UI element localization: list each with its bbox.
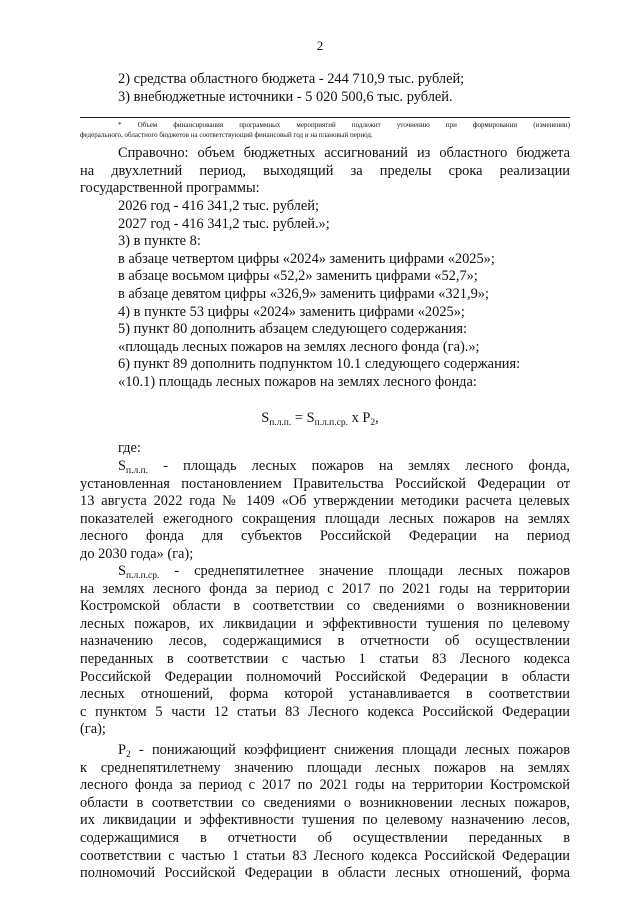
definition-s-plp — [80, 458, 570, 564]
list-item: 2026 год - 416 341,2 тыс. рублей; — [118, 198, 319, 214]
list-item: в абзаце четвертом цифры «2024» заменить цифрами «2025»; — [118, 250, 495, 267]
list-item: в абзаце девятом цифры «326,9» заменить цифрами «321,9»; — [118, 285, 489, 302]
footnote-divider — [80, 117, 570, 118]
definition-line: переданных в соответствии с частью 1 статьи 83 Лесного кодекса — [80, 650, 570, 667]
definition-line: Российской Федерации полномочий Российской Федерации в области — [80, 668, 570, 685]
formula: $S_{п.л.п.} = S_{п.л.п.ср.}$ x $P_2$, — [261, 410, 379, 428]
definition-line: лесных отношений, форма которой устанавливается в соответствии — [80, 686, 570, 703]
definition-line: лесных пожаров, их ликвидации и эффективности тушения по целевому — [80, 615, 570, 632]
extrabudgetary-line: 3) внебюджетные источники - 5 020 500,6 тыс. рублей. — [118, 88, 453, 105]
definition-line: лесного фонда для субъектов Российской Федерации на период — [80, 528, 570, 545]
list-item: 5) пункт 80 дополнить абзацем следующего содержания: — [118, 321, 467, 338]
definition-line: соответствии с частью 1 статьи 83 Лесного кодекса Российской Федерации — [80, 847, 570, 864]
reference-line: Справочно: объем бюджетных ассигнований из областного бюджета — [118, 145, 570, 161]
definition-p2 — [80, 742, 570, 883]
footnote-line: федерального, областного бюджетов на соответствующий финансовый год и на плановый период. — [80, 130, 373, 139]
list-item: 2027 год - 416 341,2 тыс. рублей.»; — [118, 215, 330, 232]
footnote-line: * Объем финансирования программных мероприятий подлежит уточнению при формировании (изменении) — [118, 121, 570, 129]
definition-line: назначению лесов, содержащимися в отчетности об осуществлении — [80, 633, 570, 650]
definition-line: (га); — [80, 721, 106, 738]
definition-line: до 2030 года» (га); — [80, 545, 194, 562]
reference-paragraph — [80, 145, 570, 198]
definition-line: 13 августа 2022 года № 1409 «Об утверждении методики расчета целевых — [80, 493, 570, 510]
definition-line: их ликвидации и эффективности тушения по целевому назначению лесов, — [80, 812, 570, 829]
list-item: 3) в пункте 8: — [118, 233, 201, 250]
definition-line: содержащимися в отчетности об осуществлении переданных в — [80, 829, 570, 846]
definition-s-avg — [80, 563, 570, 739]
reference-line: на двухлетний период, выходящий за пределы срока реализации — [80, 162, 570, 179]
list-item: 4) в пункте 53 цифры «2024» заменить цифрами «2025»; — [118, 303, 465, 320]
footnote — [80, 121, 570, 140]
reference-line: государственной программы: — [80, 180, 260, 197]
list-item: «площадь лесных пожаров на землях лесного фонда (га).»; — [118, 338, 480, 355]
definition-line: лесного фонда за период с 2017 по 2021 годы на территории Костромской — [80, 777, 570, 794]
definition-line: полномочий Российской Федерации в области лесных отношений, форма — [80, 865, 570, 882]
definition-line: на землях лесного фонда за период с 2017 по 2021 годы на территории — [80, 580, 570, 597]
where-label: где: — [118, 440, 141, 456]
definition-line: $S_{п.л.п.ср.}$ - среднепятилетнее значение площади лесных пожаров — [118, 563, 570, 581]
page-number: 2 — [316, 38, 324, 53]
definition-line: $P_2$ - понижающий коэффициент снижения площади лесных пожаров — [118, 742, 570, 760]
definition-line: к среднепятилетнему значению площади лесных пожаров на землях — [80, 759, 570, 776]
budget-sources — [80, 71, 570, 106]
definition-line: $S_{п.л.п.}$ - площадь лесных пожаров на землях лесного фонда, — [118, 458, 570, 476]
amendments-list — [80, 198, 570, 392]
definition-line: Костромской области в соответствии со сведениями о возникновении — [80, 598, 570, 615]
list-item: в абзаце восьмом цифры «52,2» заменить цифрами «52,7»; — [118, 268, 478, 285]
definition-line: с пунктом 5 части 12 статьи 83 Лесного кодекса Российской Федерации — [80, 703, 570, 720]
definition-line: установленная постановлением Правительства Российской Федерации от — [80, 475, 570, 492]
regional-budget-line: 2) средства областного бюджета - 244 710,9 тыс. рублей; — [118, 71, 465, 87]
list-item: 6) пункт 89 дополнить подпунктом 10.1 следующего содержания: — [118, 356, 521, 373]
definition-line: показателей ежегодного сокращения площади лесных пожаров на землях — [80, 510, 570, 527]
list-item: «10.1) площадь лесных пожаров на землях лесного фонда: — [118, 373, 477, 390]
definition-line: области в соответствии со сведениями о возникновении лесных пожаров, — [80, 794, 570, 811]
